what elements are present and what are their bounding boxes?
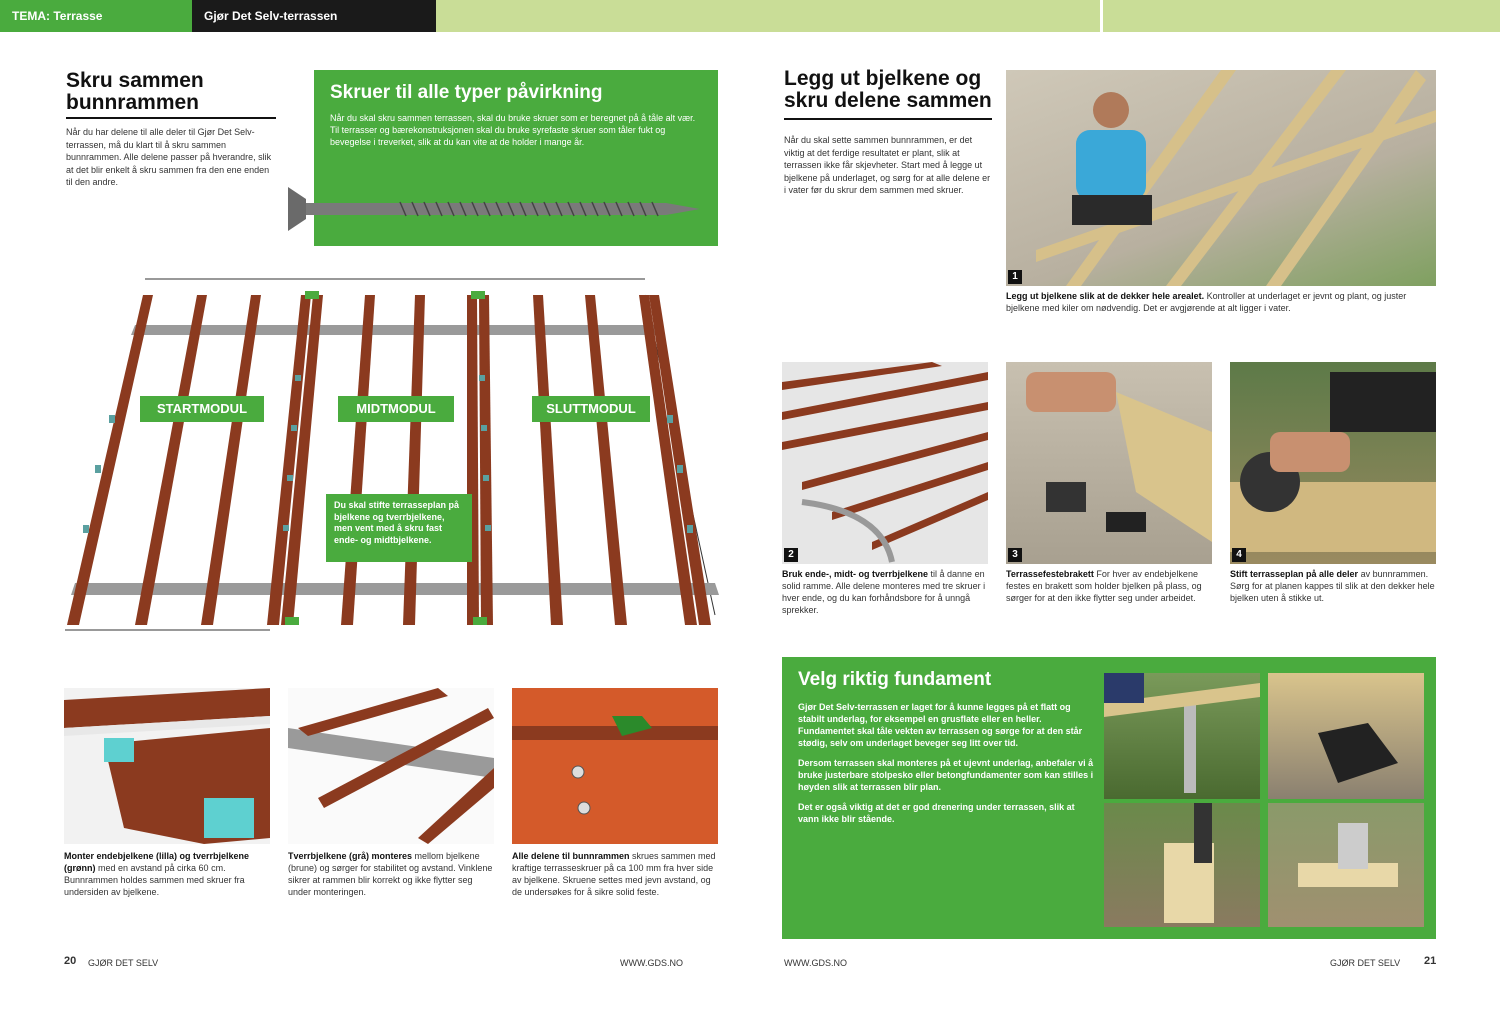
- caption-photo-1: Legg ut bjelkene slik at de dekker hele arealet. Kontroller at underlaget er jevnt og plant, og juster bjelkene med kiler om nødvendig. Det er avgjørende at alt ligger i vater.: [1006, 291, 1407, 313]
- frame-diagram: [55, 265, 735, 640]
- callout-end-module: SLUTTMODUL: [532, 396, 650, 422]
- right-heading: Legg ut bjelkene og skru delene sammen: [784, 67, 992, 112]
- foundation-box: [782, 657, 1436, 939]
- screw-icon: [280, 185, 710, 235]
- callout-start-module: STARTMODUL: [140, 396, 264, 422]
- section-tab: TEMA: Terrasse: [0, 0, 192, 32]
- header-bar: [0, 0, 1500, 32]
- foundation-photo-1: [1104, 673, 1260, 799]
- page-number-left: 20: [64, 955, 77, 967]
- left-heading: Skru sammen bunnrammen: [66, 69, 204, 114]
- photo-number-4: 4: [1232, 548, 1246, 562]
- footer-url-right: WWW.GDS.NO: [784, 958, 847, 968]
- detail-illustration-2: [288, 688, 494, 844]
- foundation-photo-2: [1268, 673, 1424, 799]
- footer-url-left: WWW.GDS.NO: [620, 958, 683, 968]
- heading-rule: [784, 118, 992, 120]
- photo-4: [1230, 362, 1436, 564]
- caption-photo-4: Stift terrasseplan på alle deler av bunnrammen. Sørg for at planen kappes til slik at den dekker hele bjelken uten å stikke ut.: [1230, 569, 1435, 603]
- photo-number-1: 1: [1008, 270, 1022, 284]
- detail-illustration-3: [512, 688, 718, 844]
- subsection-tab: Gjør Det Selv-terrassen: [192, 0, 436, 32]
- divider: [1100, 0, 1103, 32]
- foundation-text: Gjør Det Selv-terrassen er laget for å kunne legges på et flatt og stabilt underlag, for eksempel en grusflate eller en heller. Fundamentet skal tåle vekten av terrassen og sørge for at den står stødig, selv om underlaget beveger seg litt over tid. Dersom terrassen skal monteres på et ujevnt underlag, anbefaler vi å bruke justerbare stolpesko eller betongfundamenter som kan stilles i høyden slik at terrassen blir plan. Det er også viktig at det er god drenering under terrassen, slik at vann ikke blir stående.: [798, 702, 1094, 824]
- photo-number-3: 3: [1008, 548, 1022, 562]
- foundation-photo-4: [1268, 803, 1424, 927]
- caption-photo-2: Bruk ende-, midt- og tverrbjelkene til å danne en solid ramme. Alle delene monteres med tre skruer i hver ende, og du kan forhåndsbore for å unngå sprekker.: [782, 569, 986, 615]
- heading-rule: [66, 117, 276, 119]
- left-intro: Når du har delene til alle deler til Gjør Det Selv-terrassen, må du klart til å skru sammen bunnrammen. Alle delene passer på hverandre, slik at det blir enkelt å skru sammen fra den ene enden til den andre.: [66, 127, 272, 187]
- caption-detail-3: Alle delene til bunnrammen skrues sammen med kraftige terrasseskruer på ca 100 mm fra hver side av bjelkene. Skruene settes med jevn avstand, og de undersøkes for å sikre solid feste.: [512, 851, 716, 897]
- footer-magazine-left: GJØR DET SELV: [88, 958, 159, 968]
- photo-2: [782, 362, 988, 564]
- right-intro: Når du skal sette sammen bunnrammen, er det viktig at det ferdige resultatet er plant, slik at terrassen ikke får skjevheter. Start med å legge ut bjelkene på underlaget, og sørg for at alle delene er i vater før du skrur dem sammen med skruer.: [784, 135, 991, 195]
- caption-detail-2: Tverrbjelkene (grå) monteres mellom bjelkene (brune) og sørger for stabilitet og avstand. Vinklene sikrer at rammen blir korrekt og ikke flytter seg under monteringen.: [288, 851, 493, 897]
- photo-3: [1006, 362, 1212, 564]
- stifte-note-box: Du skal stifte terrasseplan på bjelkene og tverrbjelkene, men vent med å skru fast ende- og midtbjelkene.: [326, 494, 472, 562]
- footer-magazine-right: GJØR DET SELV: [1330, 958, 1401, 968]
- screw-box-title: Skruer til alle typer påvirkning: [330, 82, 603, 103]
- photo-number-2: 2: [784, 548, 798, 562]
- page-number-right: 21: [1424, 955, 1437, 967]
- foundation-title: Velg riktig fundament: [798, 669, 992, 690]
- foundation-photo-3: [1104, 803, 1260, 927]
- caption-detail-1: Monter endebjelkene (lilla) og tverrbjelkene (grønn) med en avstand på cirka 60 cm. Bunnrammen holdes sammen med skruer fra undersiden av bjelkene.: [64, 851, 250, 897]
- photo-1: [1006, 70, 1436, 286]
- screw-box-text: Når du skal skru sammen terrassen, skal du bruke skruer som er beregnet på å tåle alt vær. Til terrasser og bærekonstruksjonen skal du bruke syrefaste skruer som tåler fukt og bevegelse i treverket, slik at du kan vite at de holder i mange år.: [330, 113, 696, 147]
- caption-photo-3: Terrassefestebrakett For hver av endebjelkene festes en brakett som holder bjelken på plass, og sørger for at den ikke flytter seg under arbeidet.: [1006, 569, 1202, 603]
- detail-illustration-1: [64, 688, 270, 844]
- callout-mid-module: MIDTMODUL: [338, 396, 454, 422]
